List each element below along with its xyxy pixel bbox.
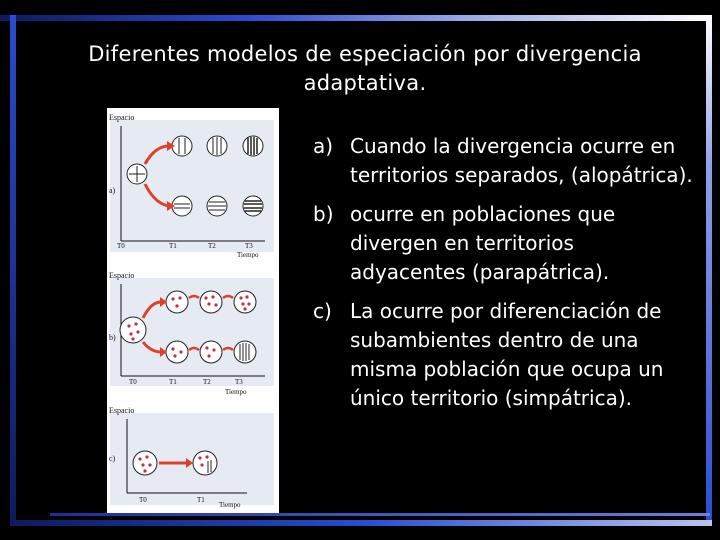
bottom-frame-bar: [10, 520, 712, 526]
panel-c-label: c): [109, 454, 116, 463]
panel-b-label: b): [109, 333, 116, 342]
svg-text:T0: T0: [129, 378, 137, 386]
panel-a-label: a): [109, 186, 116, 195]
svg-text:T2: T2: [208, 242, 216, 250]
figure-panel-a: [107, 108, 279, 258]
svg-text:Tiempo: Tiempo: [237, 251, 259, 258]
svg-text:T1: T1: [197, 496, 205, 504]
panel-c-y-label: Espacio: [109, 406, 135, 415]
speciation-models-list: [313, 132, 693, 423]
list-marker: b): [313, 202, 334, 226]
top-frame-bar: [0, 15, 710, 21]
slide-title: Diferentes modelos de especiación por divergencia adaptativa.: [88, 42, 642, 95]
list-item-text: La ocurre por diferenciación de subambientes dentro de una misma población que ocupa un único territorio (simpátrica).: [350, 299, 664, 410]
figure-panel-b: [107, 268, 279, 396]
left-frame-bar: [10, 15, 16, 525]
svg-text:Tiempo: Tiempo: [225, 388, 247, 396]
svg-text:T1: T1: [169, 242, 177, 250]
svg-text:T0: T0: [139, 496, 147, 504]
figure-panel-c: [107, 403, 279, 511]
svg-text:T2: T2: [203, 378, 211, 386]
list-marker: a): [313, 134, 334, 158]
bottom-frame-line: [50, 513, 710, 516]
list-item: [313, 132, 693, 190]
panel-a-y-label: Espacio: [109, 113, 135, 122]
list-item: [313, 200, 693, 287]
list-item: [313, 297, 693, 413]
panel-b-y-label: Espacio: [109, 271, 135, 280]
speciation-figure: [107, 108, 279, 513]
svg-text:T1: T1: [169, 378, 177, 386]
list-item-text: ocurre en poblaciones que divergen en territorios adyacentes (parapátrica).: [350, 202, 616, 284]
svg-text:T3: T3: [235, 378, 243, 386]
svg-text:Tiempo: Tiempo: [219, 501, 241, 509]
list-marker: c): [313, 299, 332, 323]
list-item-text: Cuando la divergencia ocurre en territorios separados, (alopátrica).: [350, 134, 693, 187]
svg-text:T3: T3: [245, 242, 253, 250]
svg-text:T0: T0: [117, 242, 125, 250]
right-frame-bar: [706, 15, 712, 525]
